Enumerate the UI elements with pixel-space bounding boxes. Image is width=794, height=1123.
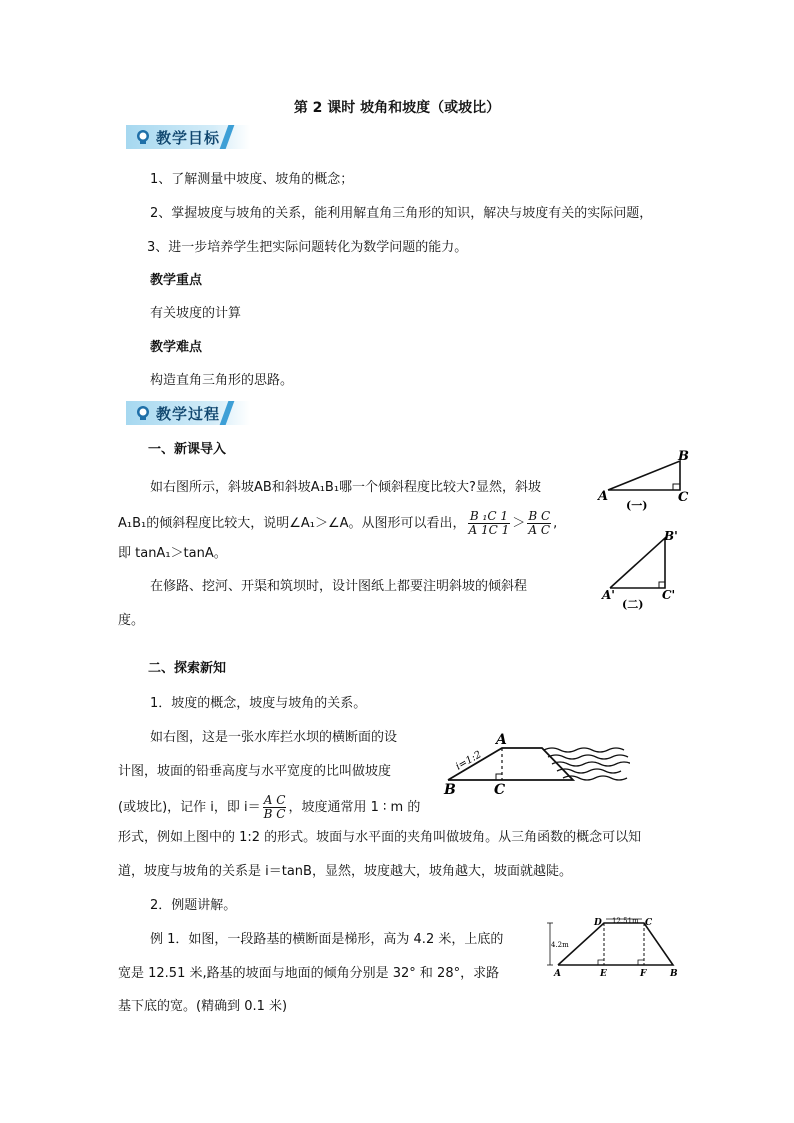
label-A-prime: A'	[602, 588, 615, 602]
banner-label: 教学过程	[156, 405, 221, 423]
trophy-icon	[134, 128, 152, 146]
page-title: 第 2 课时 坡角和坡度（或坡比）	[293, 100, 501, 116]
label-D: D	[594, 918, 602, 928]
section-banner-process	[126, 401, 250, 425]
section-heading-explore: 二、探索新知	[148, 661, 227, 676]
label-A: A	[598, 489, 609, 504]
label-E: E	[600, 969, 607, 979]
section-heading-intro: 一、新课导入	[148, 442, 227, 457]
difficulty-heading: 教学难点	[150, 340, 203, 355]
key-point-heading: 教学重点	[150, 273, 203, 288]
label-C: C	[494, 782, 506, 798]
example-line-3: 基下底的宽。(精确到 0.1 米)	[118, 999, 288, 1014]
label-A: A	[496, 732, 507, 748]
section-banner-objectives	[126, 125, 250, 149]
concept-line-5: 道，坡度与坡角的关系是 i＝tanB，显然，坡度越大，坡角越大，坡面就越陡。	[118, 864, 572, 879]
label-A: A	[554, 969, 561, 979]
example-line-2: 宽是 12.51 米,路基的坡面与地面的倾角分别是 32° 和 28°，求路	[118, 966, 500, 981]
objective-3: 3、进一步培养学生把实际问题转化为数学问题的能力。	[147, 240, 468, 255]
fraction-b1c1-a1c1: $\frac{\text{B ₁C 1}}{A 1C 1}$	[468, 509, 510, 537]
banner-label: 教学目标	[156, 129, 221, 147]
trophy-icon	[134, 404, 152, 422]
label-C-prime: C'	[662, 588, 676, 602]
label-B: B	[444, 782, 456, 798]
figure-dam-cross-section	[440, 728, 630, 800]
intro-line-4: 在修路、挖河、开渠和筑坝时，设计图纸上都要注明斜坡的倾斜程	[150, 579, 528, 594]
figure-slope-2	[600, 528, 690, 616]
label-B: B	[678, 449, 689, 464]
example-line-1: 例 1．如图，一段路基的横断面是梯形，高为 4.2 米，上底的	[150, 932, 504, 947]
intro-line-1: 如右图所示，斜坡AB和斜坡A₁B₁哪一个倾斜程度比较大?显然，斜坡	[150, 480, 541, 495]
label-B-prime: B'	[664, 529, 678, 543]
top-width-label: 12.51m	[612, 917, 639, 925]
fraction-bc-ac: $\frac{\text{B C}}{\text{A C}}$	[528, 509, 551, 537]
slope-ratio-label: i=1:2	[454, 749, 484, 773]
intro-line-5: 度。	[118, 613, 145, 628]
intro-line-2-text: A₁B₁的倾斜程度比较大，说明∠A₁＞∠A。从图形可以看出，	[118, 516, 466, 531]
objective-1: 1、了解测量中坡度、坡角的概念；	[150, 172, 354, 187]
concept-line-3: (或坡比)，记作 i，即 i＝ $\frac{\text{A C}}{\text{B C}}$ ，坡度通常用 1 ∶ m 的	[118, 793, 421, 821]
label-C: C	[678, 490, 689, 505]
sub-heading-concept: 1．坡度的概念，坡度与坡角的关系。	[150, 696, 367, 711]
objective-2: 2、掌握坡度与坡角的关系，能利用解直角三角形的知识，解决与坡度有关的实际问题，	[150, 206, 653, 221]
caption: (一)	[626, 499, 648, 512]
concept-line-2: 计图，坡面的铅垂高度与水平宽度的比叫做坡度	[118, 764, 392, 779]
key-point-text: 有关坡度的计算	[150, 306, 242, 321]
greater-than: ＞	[512, 516, 526, 531]
height-label: 4.2m	[551, 941, 569, 949]
sub-heading-example: 2．例题讲解。	[150, 898, 237, 913]
intro-line-2: A₁B₁的倾斜程度比较大，说明∠A₁＞∠A。从图形可以看出， $\frac{\text{B ₁C 1}}{A 1C 1}$ ＞ $\frac{\text{B C}}{\text{A C}}$ ,	[118, 509, 558, 537]
label-B: B	[670, 969, 678, 979]
label-F: F	[640, 969, 647, 979]
fraction-ac-bc: $\frac{\text{A C}}{\text{B C}}$	[263, 793, 286, 821]
figure-slope-1	[596, 446, 696, 516]
difficulty-text: 构造直角三角形的思路。	[150, 373, 294, 388]
label-C: C	[645, 918, 653, 928]
caption: (二)	[622, 598, 644, 611]
concept-line-4: 形式，例如上图中的 1:2 的形式。坡面与水平面的夹角叫做坡角。从三角函数的概念可以知	[118, 830, 642, 845]
concept-line-1: 如右图，这是一张水库拦水坝的横断面的设	[150, 730, 398, 745]
intro-line-3: 即 tanA₁＞tanA。	[118, 546, 227, 561]
figure-roadbed-trapezoid	[546, 912, 686, 982]
